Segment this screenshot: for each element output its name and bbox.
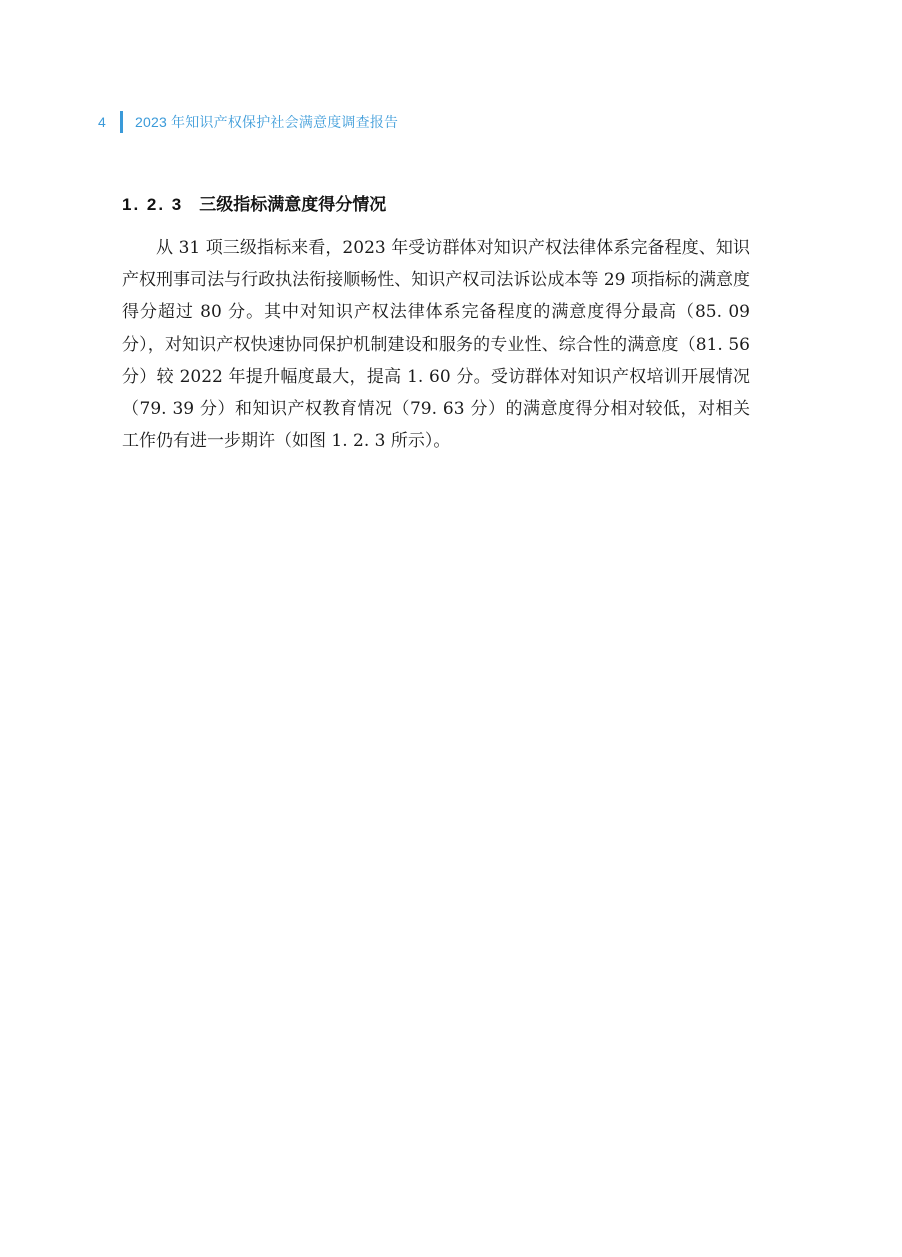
header-divider	[120, 111, 123, 133]
running-header-title: 2023 年知识产权保护社会满意度调查报告	[135, 114, 399, 130]
section-title: 三级指标满意度得分情况	[199, 195, 387, 214]
section-heading	[122, 190, 386, 215]
page-number: 4	[98, 114, 106, 130]
body-paragraph: 从 31 项三级指标来看，2023 年受访群体对知识产权法律体系完备程度、知识产权刑事司法与行政执法衔接顺畅性、知识产权司法诉讼成本等 29 项指标的满意度得分超过 80 分。其中对知识产权法律体系完备程度的满意度得分最高（85. 09 分），对知识产权快速协同保护机制建设和服务的专业性、综合性的满意度（81. 56 分）较 2022 年提升幅度最大，提高 1. 60 分。受访群体对知识产权培训开展情况（79. 39 分）和知识产权教育情况（79. 63 分）的满意度得分相对较低，对相关工作仍有进一步期许（如图 1. 2. 3 所示）。	[122, 238, 750, 452]
running-header	[98, 110, 398, 134]
section-number: 1. 2. 3	[122, 195, 184, 214]
